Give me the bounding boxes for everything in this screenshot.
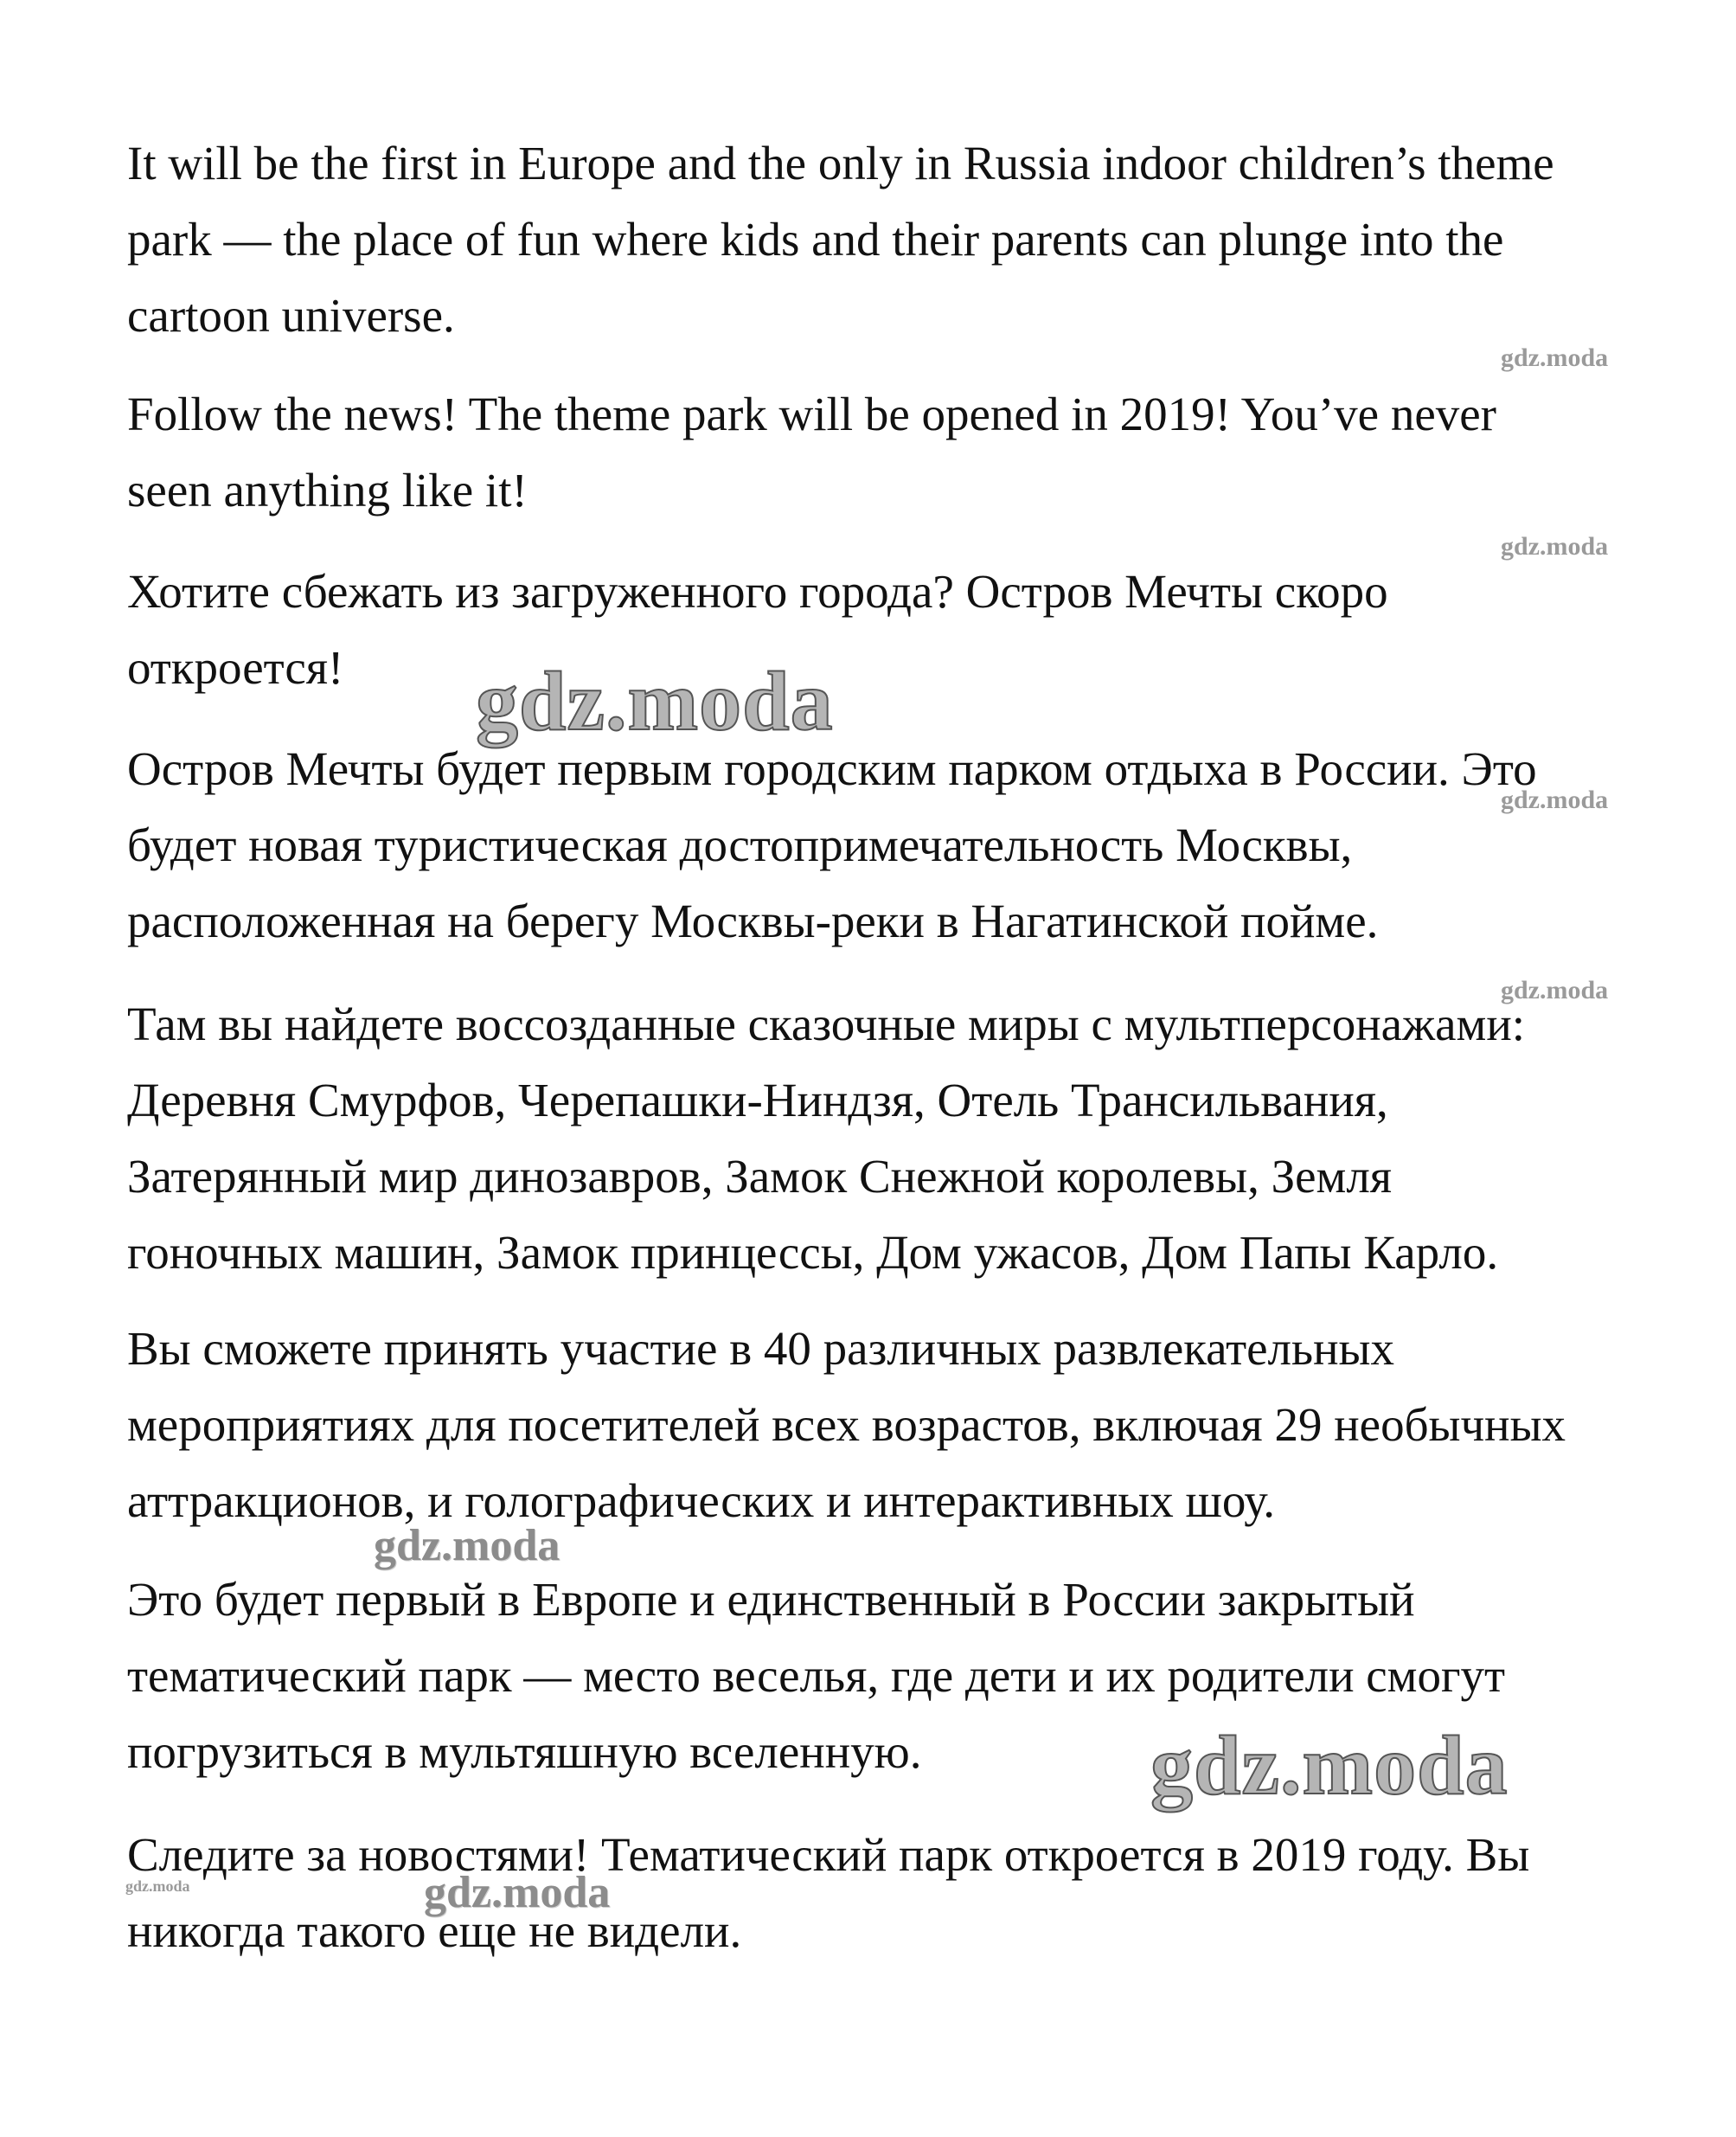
watermark-small-1: gdz.moda — [1501, 343, 1609, 372]
watermark-large-1: gdz.moda — [476, 655, 834, 748]
watermark-small-3: gdz.moda — [1501, 786, 1609, 814]
paragraph-en-1: It will be the first in Europe and the only in Russia indoor children’s theme park — the place of fun where kids and their parents can plunge into the cartoon universe. — [127, 137, 1554, 342]
paragraph-en-2: Follow the news! The theme park will be opened in 2019! You’ve never seen anything like it! — [127, 388, 1496, 517]
watermark-medium-1: gdz.moda — [374, 1521, 561, 1570]
watermark-medium-2: gdz.moda — [424, 1868, 611, 1917]
paragraph-ru-5: Это будет первый в Европе и единственный в России закрытый тематический парк — место веселья, где дети и их родители смогут погрузиться в мультяшную вселенную. — [127, 1573, 1506, 1778]
paragraph-ru-6: Следите за новостями! Тематический парк откроется в 2019 году. Вы никогда такого еще не видели. — [127, 1828, 1530, 1957]
paragraph-ru-1: Хотите сбежать из загруженного города? Остров Мечты скоро откроется! — [127, 565, 1388, 694]
watermark-small-4: gdz.moda — [1501, 976, 1609, 1004]
watermark-large-2: gdz.moda — [1150, 1719, 1509, 1813]
paragraph-ru-2: Остров Мечты будет первым городским парком отдыха в России. Это будет новая туристическая достопримечательность Москвы, расположенная на берегу Москвы-реки в Нагатинской пойме. — [127, 742, 1537, 947]
paragraph-ru-4: Вы сможете принять участие в 40 различных развлекательных мероприятиях для посетителей всех возрастов, включая 29 необычных аттракционов, и голографических и интерактивных шоу. — [127, 1322, 1566, 1527]
watermark-tiny-1: gdz.moda — [125, 1877, 190, 1895]
paragraph-ru-3: Там вы найдете воссозданные сказочные миры с мультперсонажами: Деревня Смурфов, Черепашки-Ниндзя, Отель Трансильвания, Затерянный мир динозавров, Замок Снежной королевы, Земля гоночных машин, Замок принцессы, Дом ужасов, Дом Папы Карло. — [127, 998, 1526, 1279]
watermark-small-2: gdz.moda — [1501, 532, 1609, 561]
